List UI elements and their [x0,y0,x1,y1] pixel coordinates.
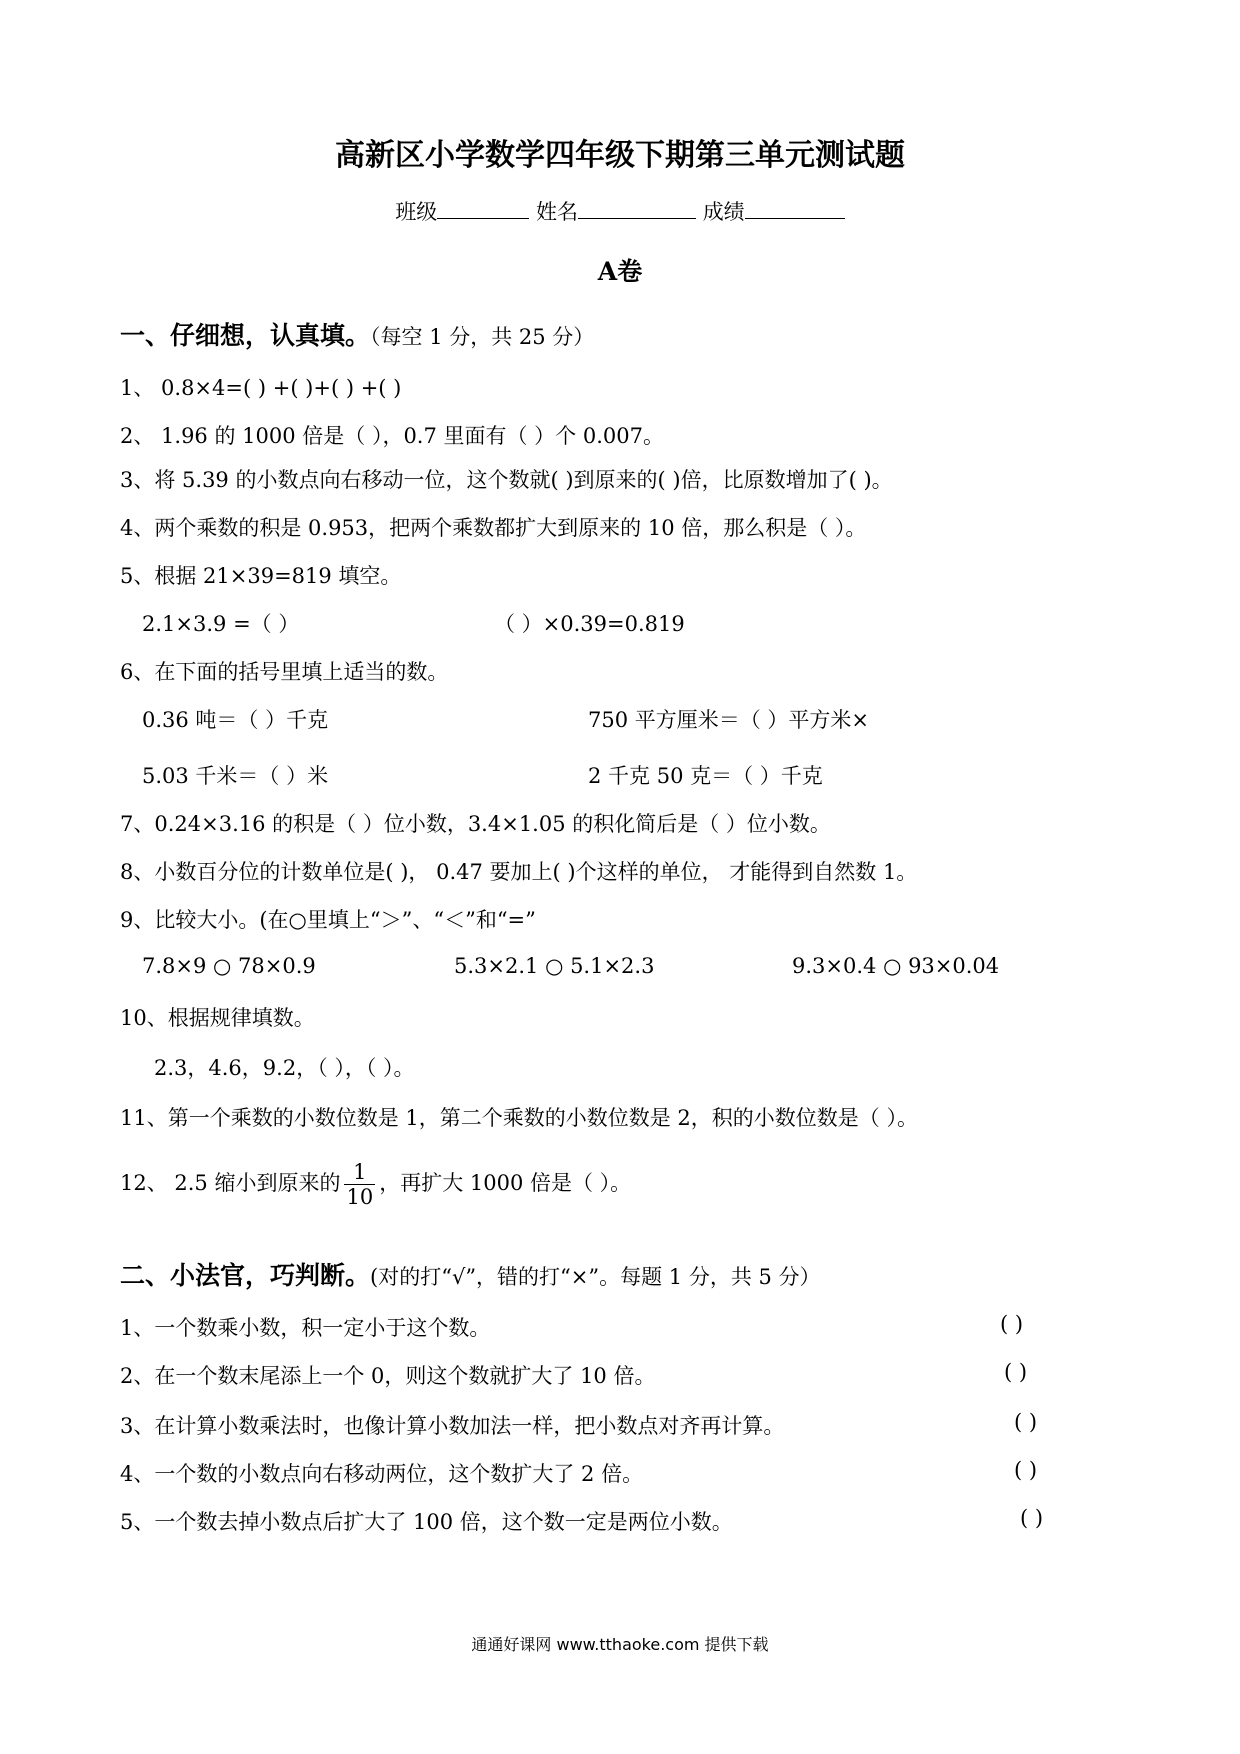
question-6c: 5.03 千米＝（ ）米 [142,764,329,788]
question-6d: 2 千克 50 克＝（ ）千克 [588,764,823,788]
judge-bracket-4[interactable]: ( ) [1014,1458,1038,1482]
question-11: 11、第一个乘数的小数位数是 1，第二个乘数的小数位数是 2，积的小数位数是（ ）。 [120,1106,918,1130]
class-blank[interactable] [437,196,529,219]
question-5a: 2.1×3.9 =（ ） [142,612,300,636]
question-3: 3、将 5.39 的小数点向右移动一位，这个数就( )到原来的( )倍，比原数增加了( )。 [120,468,893,492]
question-9a: 7.8×9 ○ 78×0.9 [142,954,316,978]
judge-bracket-2[interactable]: ( ) [1004,1360,1028,1384]
question-9b: 5.3×2.1 ○ 5.1×2.3 [454,954,655,978]
judge-item-3: 3、在计算小数乘法时，也像计算小数加法一样，把小数点对齐再计算。 [120,1414,785,1438]
judge-item-1: 1、一个数乘小数，积一定小于这个数。 [120,1316,491,1340]
class-label: 班级 [395,200,438,224]
judge-item-5: 5、一个数去掉小数点后扩大了 100 倍，这个数一定是两位小数。 [120,1510,733,1534]
name-label: 姓名 [536,200,578,224]
question-9: 9、比较大小。(在○里填上“＞”、“＜”和“=” [120,908,536,932]
question-6a: 0.36 吨＝（ ）千克 [142,708,329,732]
question-6: 6、在下面的括号里填上适当的数。 [120,660,449,684]
judge-item-4: 4、一个数的小数点向右移动两位，这个数扩大了 2 倍。 [120,1462,644,1486]
question-5b: （ ）×0.39=0.819 [494,612,685,636]
question-4: 4、两个乘数的积是 0.953，把两个乘数都扩大到原来的 10 倍，那么积是（ ）。 [120,516,867,540]
question-10: 10、根据规律填数。 [120,1006,315,1030]
question-9c: 9.3×0.4 ○ 93×0.04 [792,954,1000,978]
score-blank[interactable] [745,196,845,219]
judge-bracket-1[interactable]: ( ) [1000,1312,1024,1336]
judge-item-2: 2、在一个数末尾添上一个 0，则这个数就扩大了 10 倍。 [120,1364,656,1388]
question-12-text: 12、 2.5 缩小到原来的 [120,1171,341,1196]
question-10a: 2.3，4.6，9.2，（ ），（ ）。 [154,1056,415,1080]
question-5: 5、根据 21×39=819 填空。 [120,564,402,588]
student-info-line [0,196,1240,226]
section1-note: （每空 1 分，共 25 分） [370,325,595,349]
fraction [344,1160,375,1209]
section1-heading [120,316,594,352]
section2-note: (对的打“√”，错的打“×”。每题 1 分，共 5 分） [370,1265,821,1289]
fraction-numerator: 1 [353,1160,367,1184]
question-12 [120,1160,631,1209]
question-12-tail: ，再扩大 1000 倍是（ ）。 [379,1171,632,1196]
question-2: 2、 1.96 的 1000 倍是（ ），0.7 里面有（ ）个 0.007。 [120,424,664,448]
judge-bracket-3[interactable]: ( ) [1014,1410,1038,1434]
question-8: 8、小数百分位的计数单位是( )， 0.47 要加上( )个这样的单位， 才能得到自然数 1。 [120,860,918,884]
page-title: 高新区小学数学四年级下期第三单元测试题 [335,138,905,173]
question-6b: 750 平方厘米＝（ ）平方米× [588,708,870,732]
paper-label: A卷 [597,257,643,286]
section2-title: 二、小法官，巧判断。 [120,1261,371,1290]
footer-credit: 通通好课网 www.tthaoke.com 提供下载 [471,1635,769,1654]
question-1: 1、 0.8×4=( ) +( )+( ) +( ) [120,376,402,400]
score-label: 成绩 [702,200,745,224]
question-7: 7、0.24×3.16 的积是（ ）位小数，3.4×1.05 的积化简后是（ ）位小数。 [120,812,831,836]
name-blank[interactable] [578,196,696,219]
judge-bracket-5[interactable]: ( ) [1020,1506,1044,1530]
section2-heading [120,1256,821,1292]
fraction-denominator: 10 [346,1185,374,1210]
section1-title: 一、仔细想，认真填。 [120,321,371,350]
